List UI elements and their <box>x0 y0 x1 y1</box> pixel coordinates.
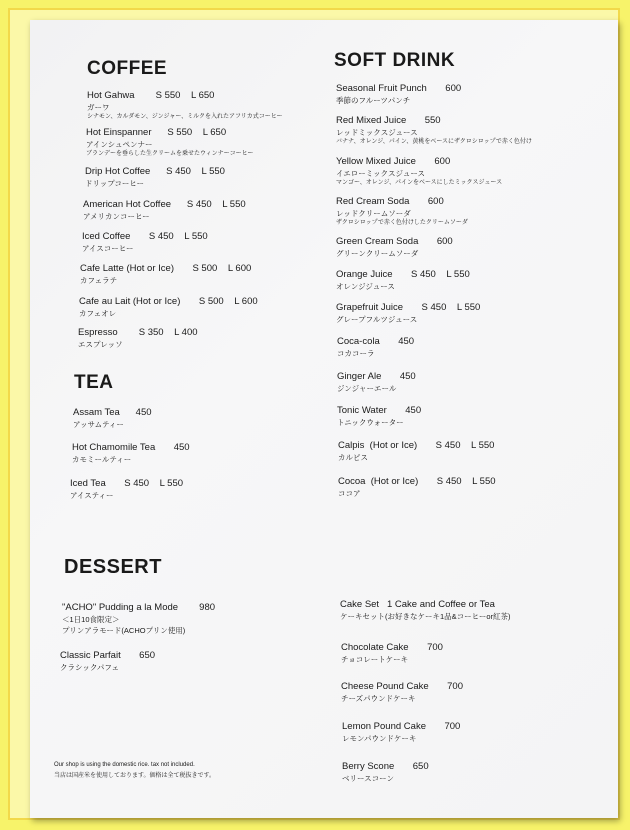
coffee-item-drip-hot-coffee: Drip Hot Coffee S 450 L 550 ドリップコーヒー <box>85 166 225 188</box>
soft-drink-item-cocoa: Cocoa (Hot or Ice) S 450 L 550 ココア <box>338 476 496 498</box>
menu-sheet <box>30 20 618 818</box>
dessert-item-cake-set: Cake Set 1 Cake and Coffee or Tea ケーキセット(お好きなケーキ1品&コーヒーor紅茶) <box>340 599 511 621</box>
soft-drink-item-yellow-mixed-juice: Yellow Mixed Juice 600 イエローミックスジュース マンゴー、オレンジ、パインをベースにしたミックスジュース <box>336 156 503 186</box>
soft-drink-item-red-mixed-juice: Red Mixed Juice 550 レッドミックスジュース バナナ、オレンジ、パイン、黄桃をベースにザクロシロップで赤く色付け <box>336 115 532 145</box>
soft-drink-item-red-cream-soda: Red Cream Soda 600 レッドクリームソーダ ザクロシロップで赤く色付けしたクリームソーダ <box>336 196 468 226</box>
tea-item-assam: Assam Tea 450 アッサムティー <box>73 407 152 429</box>
dessert-heading: DESSERT <box>64 556 162 578</box>
dessert-item-berry-scone: Berry Scone 650 ベリースコーン <box>342 761 429 783</box>
footer-line-japanese: 当店は国産米を使用しております。価格は全て税抜きです。 <box>54 773 216 779</box>
tea-heading: TEA <box>74 372 114 393</box>
soft-drink-item-grapefruit-juice: Grapefruit Juice S 450 L 550 グレープフルツジュース <box>336 302 481 324</box>
coffee-item-espresso: Espresso S 350 L 400 エスプレッソ <box>78 327 198 349</box>
tea-item-chamomile: Hot Chamomile Tea 450 カモミールティー <box>72 442 190 464</box>
coffee-item-american-hot-coffee: American Hot Coffee S 450 L 550 アメリカンコーヒー <box>83 199 246 221</box>
coffee-heading: COFFEE <box>87 58 168 79</box>
soft-drink-item-orange-juice: Orange Juice S 450 L 550 オレンジジュース <box>336 269 470 291</box>
soft-drink-item-ginger-ale: Ginger Ale 450 ジンジャーエール <box>337 371 416 393</box>
dessert-item-cheese-pound-cake: Cheese Pound Cake 700 チーズパウンドケーキ <box>341 681 463 703</box>
footer-line-english: Our shop is using the domestic rice. tax not included. <box>54 762 195 768</box>
soft-drink-item-tonic-water: Tonic Water 450 トニックウォーター <box>337 405 422 427</box>
coffee-item-iced-coffee: Iced Coffee S 450 L 550 アイスコーヒー <box>82 231 208 253</box>
dessert-item-classic-parfait: Classic Parfait 650 クラシックパフェ <box>60 650 156 672</box>
dessert-item-lemon-pound-cake: Lemon Pound Cake 700 レモンパウンドケーキ <box>342 721 461 743</box>
dessert-item-chocolate-cake: Chocolate Cake 700 チョコレートケーキ <box>341 642 443 664</box>
soft-drink-item-coca-cola: Coca-cola 450 コカコーラ <box>337 336 415 358</box>
soft-drink-item-green-cream-soda: Green Cream Soda 600 グリーンクリームソーダ <box>336 236 453 258</box>
dessert-item-pudding: "ACHO" Pudding a la Mode 980 ＜1日10食限定＞ プリンアラモード(ACHOプリン使用) <box>62 602 216 635</box>
footer-note <box>54 760 215 782</box>
coffee-item-hot-gahwa: Hot Gahwa S 550 L 650 ガーワ シナモン、カルダモン、ジンジャー、ミルクを入れたアフリカ式コーヒー <box>87 90 283 120</box>
soft-drink-heading: SOFT DRINK <box>334 50 456 71</box>
soft-drink-item-fruit-punch: Seasonal Fruit Punch 600 季節のフルーツパンチ <box>336 83 462 105</box>
coffee-item-hot-einspanner: Hot Einspanner S 550 L 650 アインシュペンナー ブランデーを垂らした生クリームを乗せたウィンナーコーヒー <box>86 127 254 157</box>
coffee-item-cafe-latte: Cafe Latte (Hot or Ice) S 500 L 600 カフェラテ <box>80 263 252 285</box>
coffee-item-cafe-au-lait: Cafe au Lait (Hot or Ice) S 500 L 600 カフェオレ <box>79 296 258 318</box>
tea-item-iced-tea: Iced Tea S 450 L 550 アイスティー <box>70 478 184 500</box>
photo-frame <box>8 8 620 820</box>
soft-drink-item-calpis: Calpis (Hot or Ice) S 450 L 550 カルピス <box>338 440 495 462</box>
